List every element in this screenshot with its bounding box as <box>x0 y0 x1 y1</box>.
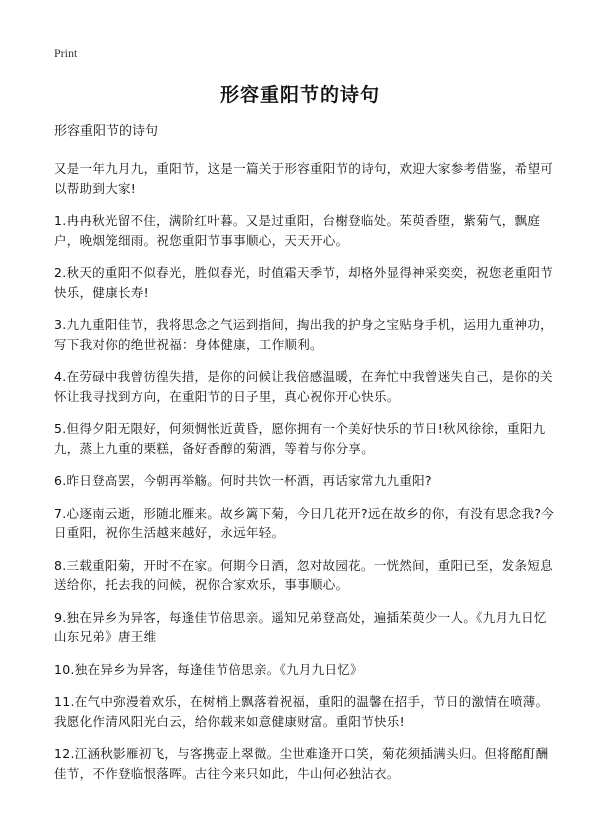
poem-paragraph-2: 2.秋天的重阳不似春光，胜似春光，时值霜天季节，却格外显得神采奕奕，祝您老重阳节快乐，健康长寿! <box>54 265 553 300</box>
intro-paragraph: 又是一年九月九，重阳节，这是一篇关于形容重阳节的诗句，欢迎大家参考借鉴，希望可以帮助到大家! <box>54 161 554 196</box>
article-subtitle: 形容重阳节的诗句 <box>54 124 159 139</box>
poem-paragraph-10: 10.独在异乡为异客，每逢佳节倍思亲。《九月九日忆》 <box>54 661 363 677</box>
poem-paragraph-3: 3.九九重阳佳节，我将思念之气运到指间，掏出我的护身之宝贴身手机，运用九重神功，写下我对你的绝世祝福：身体健康，工作顺利。 <box>54 317 553 352</box>
article-body <box>54 122 554 796</box>
poem-paragraph-7: 7.心逐南云逝，形随北雁来。故乡篱下菊，今日几花开?远在故乡的你，有没有思念我?今日重阳，祝你生活越来越好，永远年轻。 <box>54 505 554 540</box>
poem-paragraph-6: 6.昨日登高罢，今朝再举觞。何时共饮一杯酒，再话家常九九重阳? <box>54 473 432 488</box>
poem-paragraph-11: 11.在气中弥漫着欢乐，在树梢上飘落着祝福，重阳的温馨在招手，节日的激情在喷薄。我愿化作清风阳光白云，给你载来如意健康财富。重阳节快乐! <box>54 694 549 729</box>
poem-paragraph-12: 12.江涵秋影雁初飞，与客携壶上翠微。尘世难逢开口笑，菊花须插满头归。但将酩酊酬佳节，不作登临恨落晖。古往今来只如此，牛山何必独沾衣。 <box>54 746 549 781</box>
poem-paragraph-9: 9.独在异乡为异客，每逢佳节倍思亲。遥知兄弟登高处，遍插茱萸少一人。《九月九日忆山东兄弟》唐王维 <box>54 609 547 644</box>
print-link[interactable]: Print <box>54 46 78 60</box>
poem-paragraph-8: 8.三载重阳菊，开时不在家。何期今日酒，忽对故园花。一恍然间，重阳已至，发条短息送给你，托去我的问候，祝你合家欢乐，事事顺心。 <box>54 557 553 592</box>
poem-paragraph-1: 1.冉冉秋光留不住，满阶红叶暮。又是过重阳，台榭登临处。茱萸香堕，紫菊气，飘庭户，晚烟笼细雨。祝您重阳节事事顺心，天天开心。 <box>54 213 541 248</box>
poem-paragraph-5: 5.但得夕阳无限好，何须惆怅近黄昏，愿你拥有一个美好快乐的节日!秋风徐徐，重阳九九，蒸上九重的栗糕，备好香醇的菊酒，等着与你分享。 <box>54 421 546 456</box>
page-title: 形容重阳节的诗句 <box>219 84 380 106</box>
poem-paragraph-4: 4.在劳碌中我曾彷徨失措，是你的问候让我倍感温暖，在奔忙中我曾迷失自己，是你的关怀让我寻找到方向，在重阳节的日子里，真心祝你开心快乐。 <box>54 369 553 404</box>
